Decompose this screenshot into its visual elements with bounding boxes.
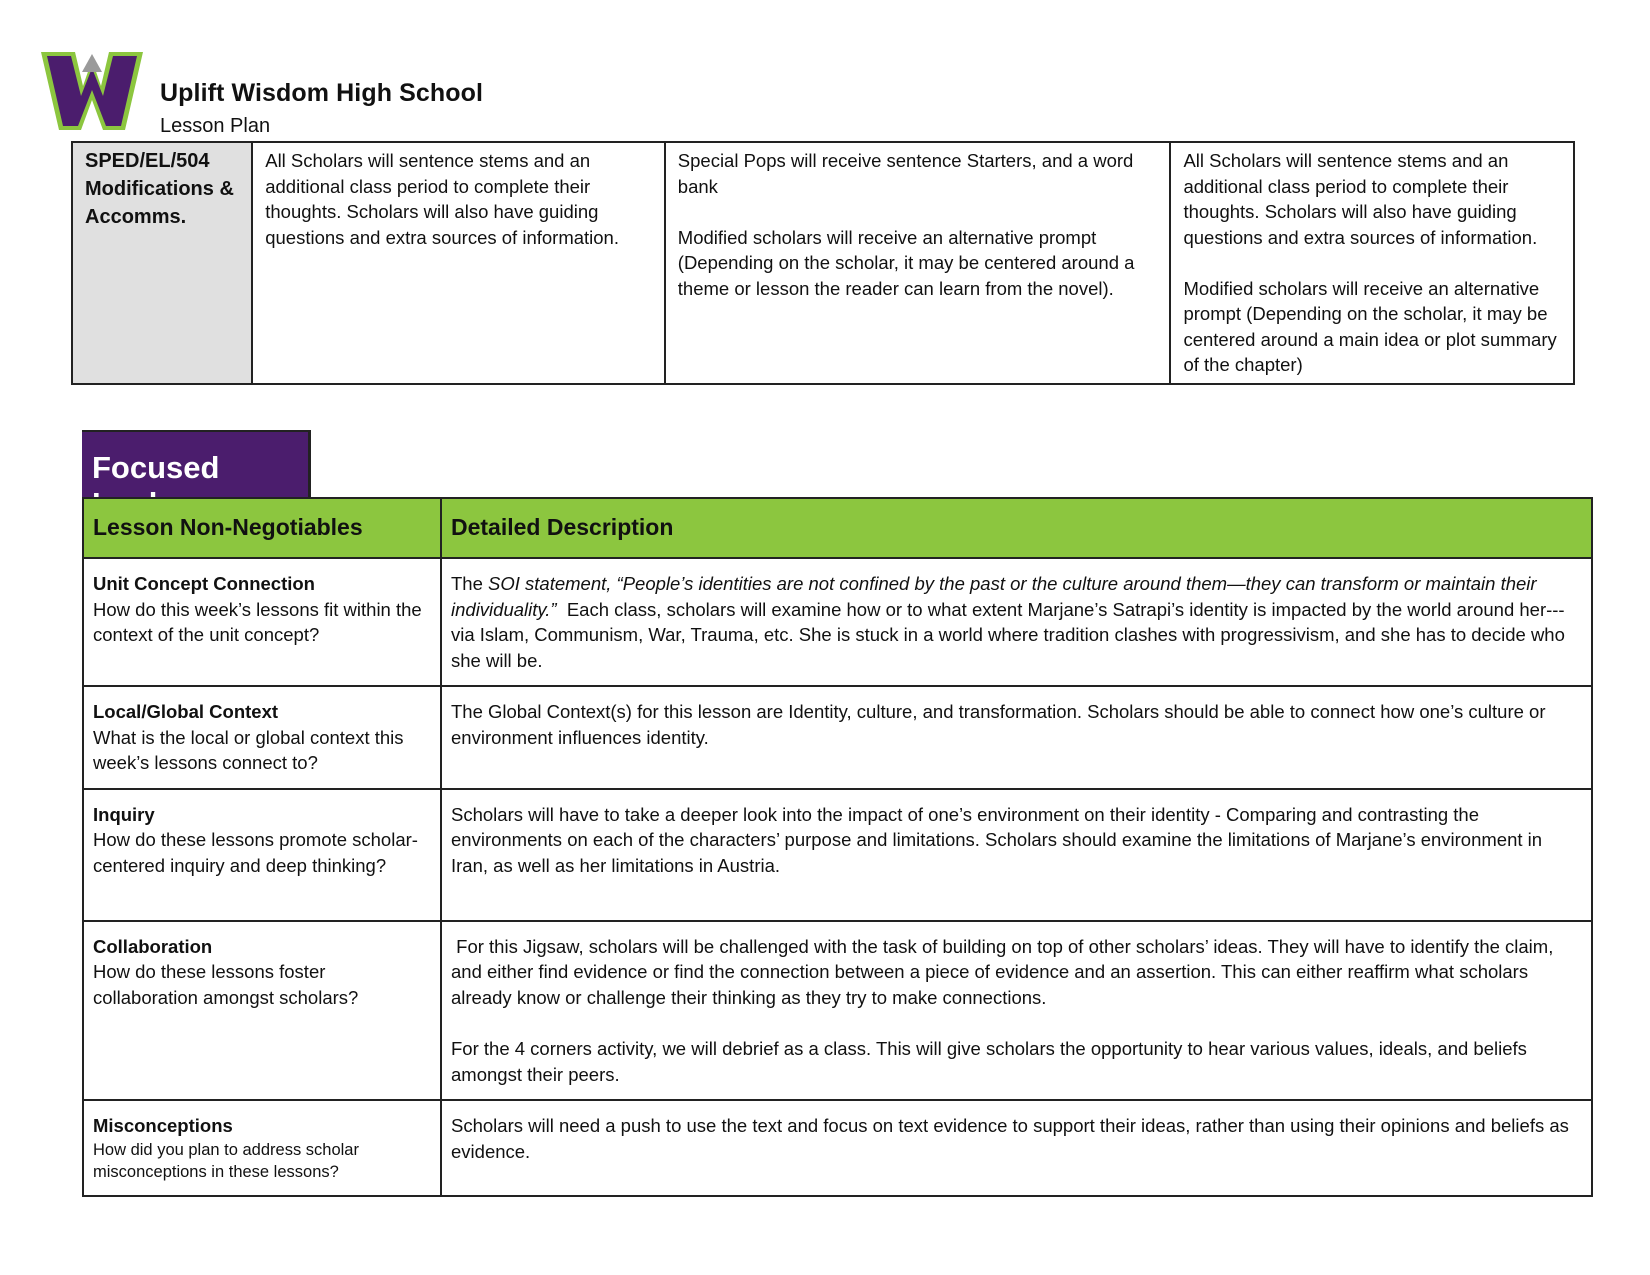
soi-statement: SOI statement, “People’s identities are not confined by the past or the culture around them—they can transform or maintain their individuality.” (451, 573, 1537, 620)
row-title: Local/Global Context (93, 701, 279, 722)
table-header-row (83, 498, 1592, 558)
document-type: Lesson Plan (160, 115, 271, 137)
modifications-row (72, 142, 1574, 384)
row-label-cell (83, 789, 441, 921)
row-question: What is the local or global context this week’s lessons connect to? (93, 726, 404, 773)
school-logo (41, 52, 143, 130)
modifications-label: SPED/EL/504 Modifications & Accomms. (72, 142, 252, 384)
row-label-cell (83, 921, 441, 1101)
row-question: How do these lessons promote scholar-centered inquiry and deep thinking? (93, 829, 418, 876)
column-header-description: Detailed Description (441, 498, 1592, 558)
table-row (83, 558, 1592, 686)
row-label-cell (83, 686, 441, 789)
row-title: Unit Concept Connection (93, 573, 315, 594)
modifications-cell: All Scholars will sentence stems and an additional class period to complete their thoughts. Scholars will also have guiding questions and extra sources of information. Modified scholars will receive an alternative prompt (Depending on the scholar, it may be centered around a main idea or plot summary of the chapter) (1170, 142, 1574, 384)
description-paragraph: For the 4 corners activity, we will debrief as a class. This will give scholars the opportunity to hear various values, ideals, and beliefs amongst their peers. (451, 1038, 1527, 1085)
row-title: Inquiry (93, 803, 155, 825)
modifications-table (71, 141, 1575, 385)
description-text: Each class, scholars will examine how or to what extent Marjane’s Satrapi’s identity is impacted by the world around her--- via Islam, Communism, War, Trauma, etc. She is stuck in a world where tradition clashes with progressivism, and she has to decide who she will be. (451, 598, 1571, 671)
modifications-cell: All Scholars will sentence stems and an additional class period to complete their thoughts. Scholars will also have guiding questions and extra sources of information. (252, 142, 665, 384)
row-label-cell (83, 558, 441, 686)
school-name: Uplift Wisdom High School (160, 79, 484, 107)
description-intro: The (451, 573, 489, 594)
focused-look-tab: Focused (82, 430, 311, 497)
focused-look-table (82, 497, 1593, 1197)
row-description: Scholars will need a push to use the text and focus on text evidence to support their ideas, rather than using their opinions and beliefs as evidence. (441, 1100, 1592, 1196)
table-row (83, 921, 1592, 1101)
row-title: Collaboration (93, 935, 213, 957)
row-label-cell (83, 1100, 441, 1196)
row-question: How do these lessons foster collaboration amongst scholars? (93, 961, 359, 1008)
table-row (83, 1100, 1592, 1196)
row-title: Misconceptions (93, 1115, 233, 1136)
table-row (83, 789, 1592, 921)
row-description: Scholars will have to take a deeper look into the impact of one’s environment on their identity - Comparing and contrasting the environments on each of the characters’ purpose and limitations. Scholars should examine the limitations of Marjane’s environment in Iran, as well as her limitations in Austria. (441, 789, 1592, 921)
logo-triangle (82, 54, 102, 72)
row-description (441, 558, 1592, 686)
row-question: How do this week’s lessons fit within the context of the unit concept? (93, 598, 422, 645)
description-paragraph: For this Jigsaw, scholars will be challenged with the task of building on top of other scholars’ ideas. They will have to identify the claim, and either find evidence or find the connection between a piece of evidence and an assertion. This can either reaffirm what scholars already know or challenge their thinking as they try to make connections. (451, 935, 1559, 1008)
table-row (83, 686, 1592, 789)
row-description (441, 921, 1592, 1101)
row-description: The Global Context(s) for this lesson are Identity, culture, and transformation. Scholars should be able to connect how one’s culture or environment influences identity. (441, 686, 1592, 789)
modifications-cell: Special Pops will receive sentence Starters, and a word bank Modified scholars will receive an alternative prompt (Depending on the scholar, it may be centered around a theme or lesson the reader can learn from the novel). (665, 142, 1171, 384)
row-question: How did you plan to address scholar misconceptions in these lessons? (93, 1140, 359, 1181)
column-header-non-negotiables: Lesson Non-Negotiables (83, 498, 441, 558)
